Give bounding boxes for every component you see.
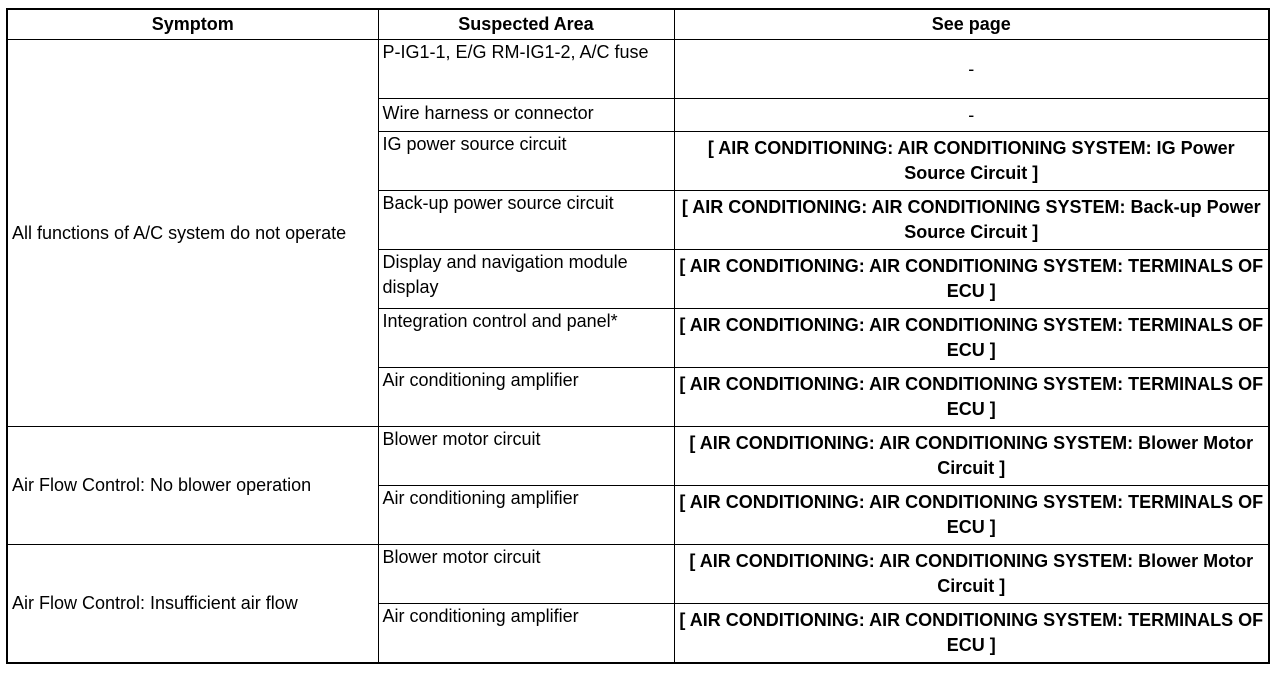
table-row: [7, 545, 1269, 604]
table-row: [7, 427, 1269, 486]
see-page-link[interactable]: [ AIR CONDITIONING: AIR CONDITIONING SYSTEM: Back-up Power Source Circuit ]: [674, 191, 1269, 250]
suspected-area-cell: Air conditioning amplifier: [378, 604, 674, 664]
see-page-cell: -: [674, 99, 1269, 132]
suspected-area-cell: Air conditioning amplifier: [378, 486, 674, 545]
header-see-page: See page: [674, 9, 1269, 40]
see-page-link[interactable]: [ AIR CONDITIONING: AIR CONDITIONING SYSTEM: TERMINALS OF ECU ]: [674, 309, 1269, 368]
see-page-link[interactable]: [ AIR CONDITIONING: AIR CONDITIONING SYSTEM: TERMINALS OF ECU ]: [674, 486, 1269, 545]
see-page-link[interactable]: [ AIR CONDITIONING: AIR CONDITIONING SYSTEM: Blower Motor Circuit ]: [674, 427, 1269, 486]
suspected-area-cell: Back-up power source circuit: [378, 191, 674, 250]
suspected-area-cell: Blower motor circuit: [378, 545, 674, 604]
suspected-area-cell: Display and navigation module display: [378, 250, 674, 309]
see-page-link[interactable]: [ AIR CONDITIONING: AIR CONDITIONING SYSTEM: TERMINALS OF ECU ]: [674, 604, 1269, 664]
see-page-link[interactable]: [ AIR CONDITIONING: AIR CONDITIONING SYSTEM: TERMINALS OF ECU ]: [674, 250, 1269, 309]
suspected-area-cell: IG power source circuit: [378, 132, 674, 191]
suspected-area-cell: P-IG1-1, E/G RM-IG1-2, A/C fuse: [378, 40, 674, 99]
suspected-area-cell: Blower motor circuit: [378, 427, 674, 486]
see-page-link[interactable]: [ AIR CONDITIONING: AIR CONDITIONING SYSTEM: Blower Motor Circuit ]: [674, 545, 1269, 604]
suspected-area-cell: Wire harness or connector: [378, 99, 674, 132]
symptom-cell: Air Flow Control: Insufficient air flow: [7, 545, 378, 664]
problem-symptoms-table: [6, 8, 1270, 664]
see-page-cell: -: [674, 40, 1269, 99]
see-page-link[interactable]: [ AIR CONDITIONING: AIR CONDITIONING SYSTEM: IG Power Source Circuit ]: [674, 132, 1269, 191]
see-page-link[interactable]: [ AIR CONDITIONING: AIR CONDITIONING SYSTEM: TERMINALS OF ECU ]: [674, 368, 1269, 427]
symptom-cell: All functions of A/C system do not operate: [7, 40, 378, 427]
header-row: [7, 9, 1269, 40]
table-row: [7, 40, 1269, 99]
suspected-area-cell: Integration control and panel*: [378, 309, 674, 368]
symptom-cell: Air Flow Control: No blower operation: [7, 427, 378, 545]
header-symptom: Symptom: [7, 9, 378, 40]
suspected-area-cell: Air conditioning amplifier: [378, 368, 674, 427]
header-suspected-area: Suspected Area: [378, 9, 674, 40]
